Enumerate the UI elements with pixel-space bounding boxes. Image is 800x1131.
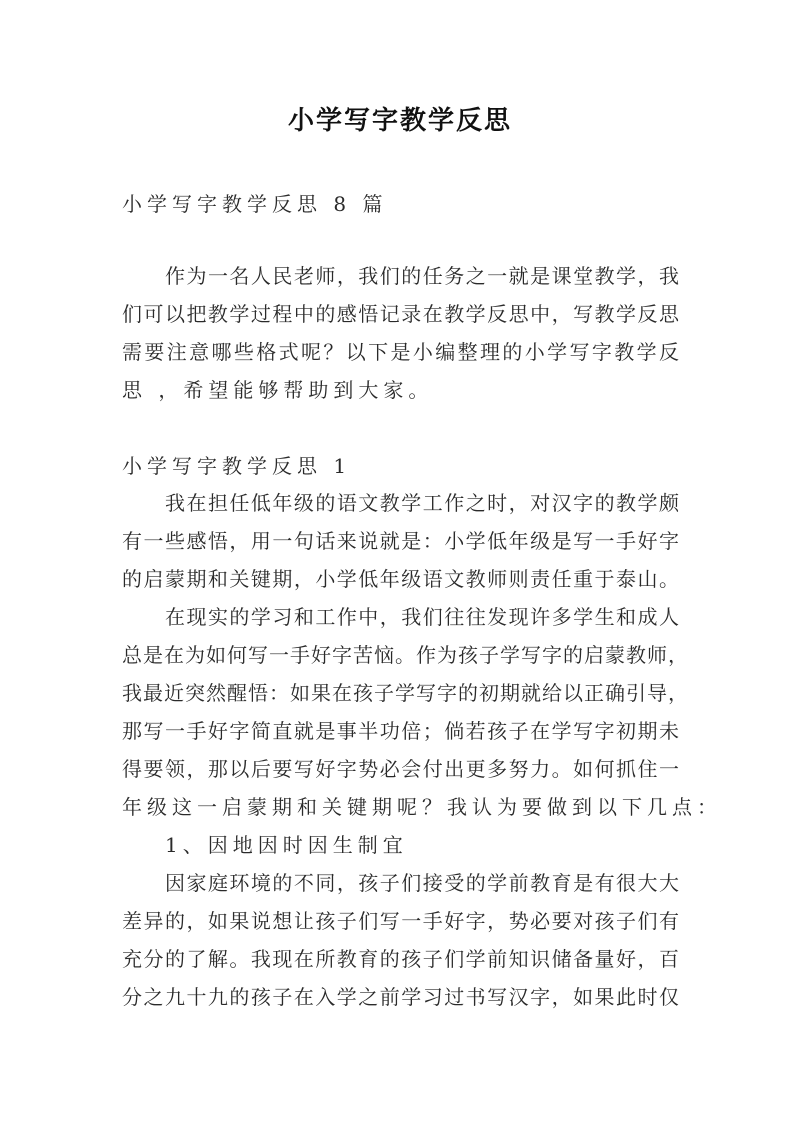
body-line: 分之九十九的孩子在入学之前学习过书写汉字，如果此时仅	[122, 985, 680, 1009]
intro-line: 需要注意哪些格式呢？以下是小编整理的小学写字教学反	[122, 340, 680, 364]
document-subtitle: 小学写字教学反思 8 篇	[122, 192, 388, 216]
document-title: 小学写字教学反思	[287, 106, 512, 136]
body-line: 差异的，如果说想让孩子们写一手好字，势必要对孩子们有	[122, 909, 680, 933]
intro-line: 作为一名人民老师，我们的任务之一就是课堂教学，我	[165, 264, 680, 288]
body-line: 年级这一启蒙期和关键期呢？我认为要做到以下几点：	[122, 795, 722, 819]
body-line: 那写一手好字简直就是事半功倍；倘若孩子在学写字初期未	[122, 719, 680, 743]
body-line: 因家庭环境的不同，孩子们接受的学前教育是有很大大	[165, 871, 680, 895]
intro-line: 们可以把教学过程中的感悟记录在教学反思中，写教学反思	[122, 302, 680, 326]
subheading: 1、因地因时因生制宜	[165, 833, 408, 857]
body-line: 我最近突然醒悟：如果在孩子学写字的初期就给以正确引导，	[122, 681, 689, 705]
body-line: 总是在为如何写一手好字苦恼。作为孩子学写字的启蒙教师，	[122, 643, 689, 667]
body-line: 充分的了解。我现在所教育的孩子们学前知识储备量好，百	[122, 947, 680, 971]
body-line: 得要领，那以后要写好字势必会付出更多努力。如何抓住一	[122, 757, 680, 781]
section-heading: 小学写字教学反思 1	[122, 454, 352, 478]
intro-line: 思 ，希望能够帮助到大家。	[122, 378, 434, 402]
body-line: 在现实的学习和工作中，我们往往发现许多学生和成人	[165, 605, 680, 629]
body-line: 有一些感悟，用一句话来说就是：小学低年级是写一手好字	[122, 529, 680, 553]
body-line: 的启蒙期和关键期，小学低年级语文教师则责任重于泰山。	[122, 567, 680, 591]
body-line: 我在担任低年级的语文教学工作之时，对汉字的教学颇	[165, 491, 680, 515]
